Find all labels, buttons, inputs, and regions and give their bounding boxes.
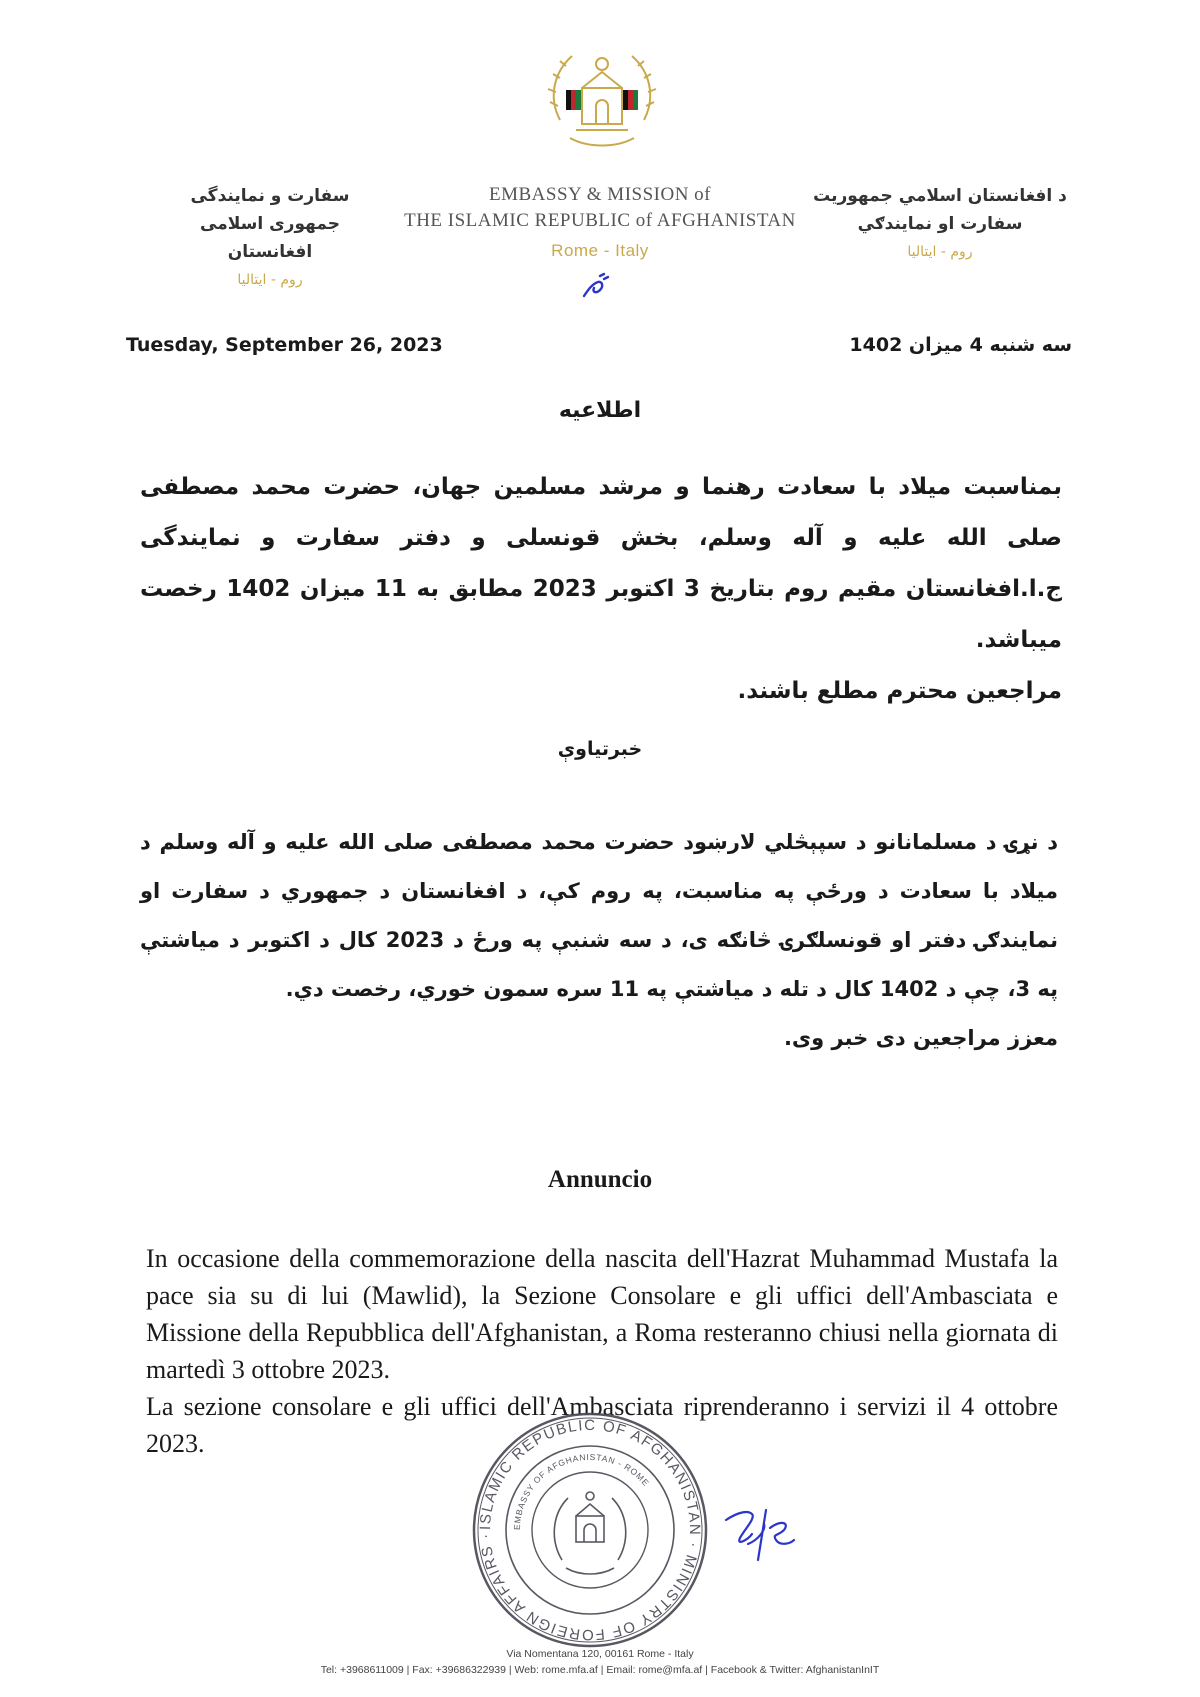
header-dari xyxy=(160,182,380,294)
footer-contacts: Tel: +3968611009 | Fax: +39686322939 | Web: rome.mfa.af | Email: rome@mfa.af | Facebook & Twitter: AfghanistanInIT xyxy=(320,1664,880,1676)
pashto-paragraph: معزز مراجعین دی خبر وی. xyxy=(783,1026,1058,1050)
announcement-body-dari xyxy=(140,462,1062,717)
header-english xyxy=(380,182,820,264)
handwritten-mark-icon xyxy=(578,270,614,302)
seal-inner-text: EMBASSY OF AFGHANISTAN - ROME xyxy=(511,1451,652,1531)
afghan-emblem-icon xyxy=(540,42,664,158)
header-english-line-1: EMBASSY & MISSION of xyxy=(488,184,712,205)
svg-text:ISLAMIC REPUBLIC OF AFGHANISTA xyxy=(477,1417,703,1643)
seal-outer-text: ISLAMIC REPUBLIC OF AFGHANISTAN · MINISTRY OF FOREIGN AFFAIRS · xyxy=(476,1416,704,1644)
date-solar-hijri: سه شنبه 4 میزان 1402 xyxy=(849,334,1072,356)
header-english-city: Rome - Italy xyxy=(551,241,649,260)
header-dari-line-2: جمهوری اسلامی افغانستان xyxy=(200,214,340,262)
announcement-title-pashto: خبرتیاوې xyxy=(557,738,643,760)
pashto-paragraph: د نړۍ د مسلمانانو د سپېڅلي لارښود حضرت محمد مصطفی صلی الله علیه و آله وسلم د میلاد با سعادت د ورځې په مناسبت، په روم کې، د افغانستان د جمهوري د سفارت او نمایندګۍ دفتر او قونسلګرۍ څانګه ی، د سه شنبې په ورځ د 2023 کال د اکتوبر د میاشتې په 3، چې د 1402 کال د تله د میاشتې په 11 سره سمون خوري، رخصت دي. xyxy=(140,830,1058,1001)
date-gregorian: Tuesday, September 26, 2023 xyxy=(126,334,443,356)
signature-icon xyxy=(718,1500,798,1570)
header-dari-line-1: سفارت و نمایندگی xyxy=(190,186,350,206)
header-pashto-line-2: سفارت او نمایندګي xyxy=(857,214,1023,234)
announcement-title-dari: اطلاعیه xyxy=(558,398,642,423)
italian-paragraph: La sezione consolare e gli uffici dell'Ambasciata riprenderanno i servizi il 4 ottobre 2023. xyxy=(146,1392,1058,1458)
announcement-body-pashto xyxy=(140,818,1058,1063)
header-pashto-city: روم - ایتالیا xyxy=(907,244,973,260)
header-english-line-2: THE ISLAMIC REPUBLIC of AFGHANISTAN xyxy=(404,210,796,231)
header-pashto-line-1: د افغانستان اسلامي جمهوریت xyxy=(813,186,1067,206)
dari-paragraph: مراجعین محترم مطلع باشند. xyxy=(737,678,1062,704)
announcement-title-italian: Annuncio xyxy=(547,1166,653,1193)
footer-address: Via Nomentana 120, 00161 Rome - Italy xyxy=(506,1648,694,1660)
header-dari-city: روم - ایتالیا xyxy=(237,272,303,288)
italian-paragraph: In occasione della commemorazione della nascita dell'Hazrat Muhammad Mustafa la pace sia su di lui (Mawlid), la Sezione Consolare e gli uffici dell'Ambasciata e Missione della Repubblica dell'Afghanistan, a Roma resteranno chiusi nella giornata di martedì 3 ottobre 2023. xyxy=(146,1244,1058,1384)
dari-paragraph: بمناسبت میلاد با سعادت رهنما و مرشد مسلمین جهان، حضرت محمد مصطفی صلی الله علیه و آله وسلم، بخش قونسلی و دفتر سفارت و نمایندگی ج.ا.افغانستان مقیم روم بتاریخ 3 اکتوبر 2023 مطابق به 11 میزان 1402 رخصت میباشد. xyxy=(140,474,1062,653)
official-seal-icon xyxy=(470,1410,710,1650)
header-pashto xyxy=(810,182,1070,266)
page-footer xyxy=(0,1646,1200,1678)
